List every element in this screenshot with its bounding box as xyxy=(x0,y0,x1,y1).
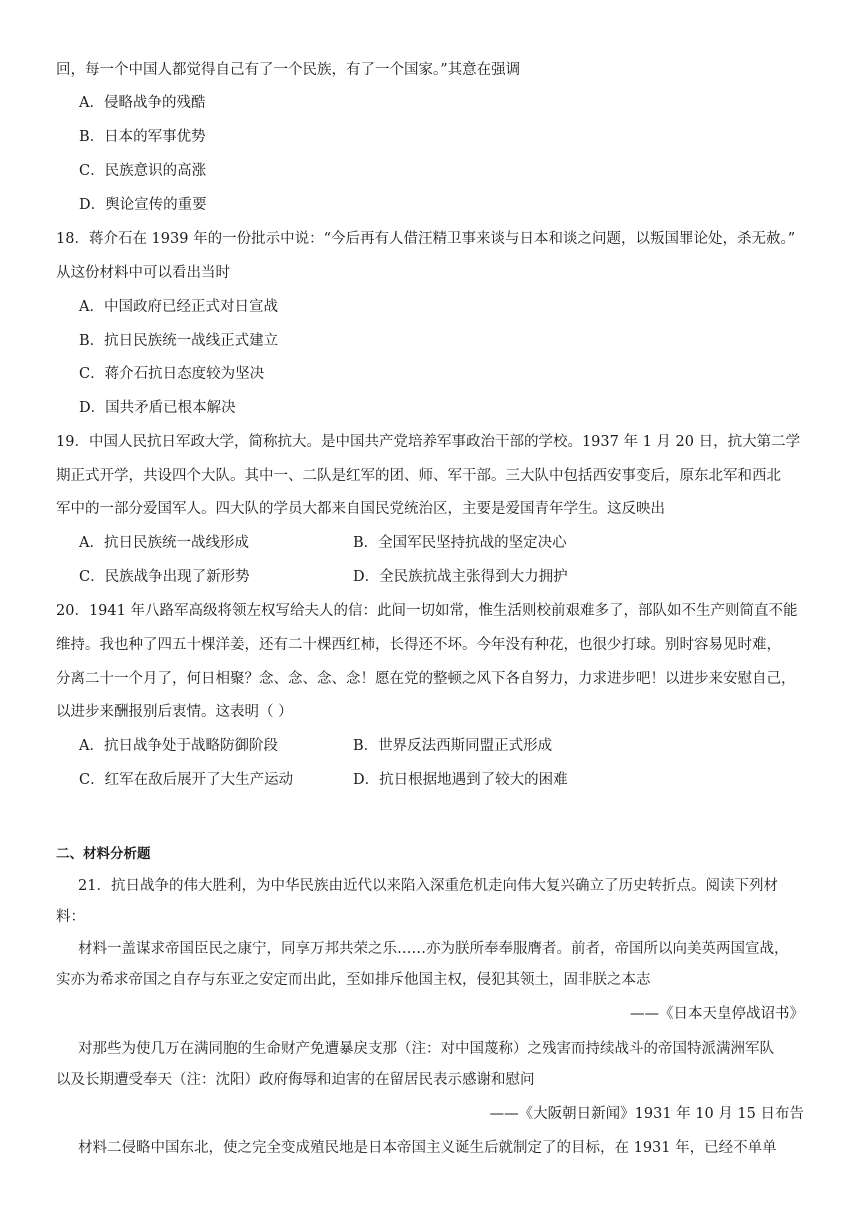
q18-stem-line-2: 从这份材料中可以看出当时 xyxy=(56,265,230,281)
q18-option-a: A．中国政府已经正式对日宣战 xyxy=(79,299,278,315)
q21-stem-line-2: 料： xyxy=(56,909,85,925)
q18-option-c: C．蒋介石抗日态度较为坚决 xyxy=(79,366,265,382)
q18-stem-line-1: 18．蒋介石在 1939 年的一份批示中说：“今后再有人借汪精卫事来谈与日本和谈之问题，以叛国罪论处，杀无赦。” xyxy=(56,231,796,247)
q17-option-a: A．侵略战争的残酷 xyxy=(79,95,206,111)
q18-option-b: B．抗日民族统一战线正式建立 xyxy=(79,333,279,349)
q21-stem-line-1: 21．抗日战争的伟大胜利，为中华民族由近代以来陷入深重危机走向伟大复兴确立了历史转折点。阅读下列材 xyxy=(78,878,778,894)
q17-stem-tail: 回，每一个中国人都觉得自己有了一个民族，有了一个国家。”其意在强调 xyxy=(56,62,521,78)
section-heading: 二、材料分析题 xyxy=(56,846,151,862)
q19-option-b: B．全国军民坚持抗战的坚定决心 xyxy=(353,535,567,551)
q19-stem-line-2: 期正式开学，共设四个大队。其中一、二队是红军的团、师、军干部。三大队中包括西安事变后，原东北军和西北 xyxy=(56,468,781,484)
q19-option-a: A．抗日民族统一战线形成 xyxy=(79,535,249,551)
q19-stem-line-1: 19．中国人民抗日军政大学，简称抗大。是中国共产党培养军事政治干部的学校。1937 年 1 月 20 日，抗大第二学 xyxy=(56,434,801,450)
q20-stem-line-3: 分离二十一个月了，何日相聚？念、念、念、念！愿在党的整顿之风下各自努力，力求进步吧！以进步来安慰自己， xyxy=(56,671,796,687)
material2-line-1: 材料二侵略中国东北，使之完全变成殖民地是日本帝国主义诞生后就制定了的目标，在 1931 年，已经不单单 xyxy=(78,1140,777,1156)
q19-option-d: D．全民族抗战主张得到大力拥护 xyxy=(353,569,568,585)
material1-line-1: 材料一盖谋求帝国臣民之康宁，同享万邦共荣之乐……亦为朕所奉奉服膺者。前者，帝国所以向美英两国宣战， xyxy=(78,941,789,957)
q20-stem-line-4: 以进步来酬报别后衷情。这表明（ ） xyxy=(56,704,293,720)
q20-option-a: A．抗日战争处于战略防御阶段 xyxy=(79,738,278,754)
q20-option-c: C．红军在敌后展开了大生产运动 xyxy=(79,772,294,788)
q17-option-d: D．舆论宣传的重要 xyxy=(79,197,207,213)
q20-option-b: B．世界反法西斯同盟正式形成 xyxy=(353,738,553,754)
q17-option-b: B．日本的军事优势 xyxy=(79,129,206,145)
q20-stem-line-1: 20．1941 年八路军高级将领左权写给夫人的信：此间一切如常，惟生活则校前艰难多了，部队如不生产则简直不能 xyxy=(56,603,798,619)
q20-stem-line-2: 维持。我也种了四五十棵洋姜，还有二十棵西红柿，长得还不坏。今年没有种花，也很少打球。别时容易见时难， xyxy=(56,637,781,653)
material1b-source: ——《大阪朝日新闻》1931 年 10 月 15 日布告 xyxy=(489,1106,804,1122)
q18-option-d: D．国共矛盾已根本解决 xyxy=(79,400,236,416)
material1-line-2: 实亦为希求帝国之自存与东亚之安定而出此，至如排斥他国主权，侵犯其领土，固非朕之本志 xyxy=(56,972,651,988)
q19-stem-line-3: 军中的一部分爱国军人。四大队的学员大都来自国民党统治区，主要是爱国青年学生。这反映出 xyxy=(56,501,665,517)
q17-option-c: C．民族意识的高涨 xyxy=(79,163,207,179)
material1b-line-2: 以及长期遭受奉天（注：沈阳）政府侮辱和迫害的在留居民表示感谢和慰问 xyxy=(56,1072,535,1088)
q20-option-d: D．抗日根据地遇到了较大的困难 xyxy=(353,772,568,788)
q19-option-c: C．民族战争出现了新形势 xyxy=(79,569,250,585)
material1b-line-1: 对那些为使几万在满同胞的生命财产免遭暴戾支那（注：对中国蔑称）之残害而持续战斗的帝国特派满洲军队 xyxy=(78,1041,774,1057)
material1-source: ——《日本天皇停战诏书》 xyxy=(630,1006,804,1022)
